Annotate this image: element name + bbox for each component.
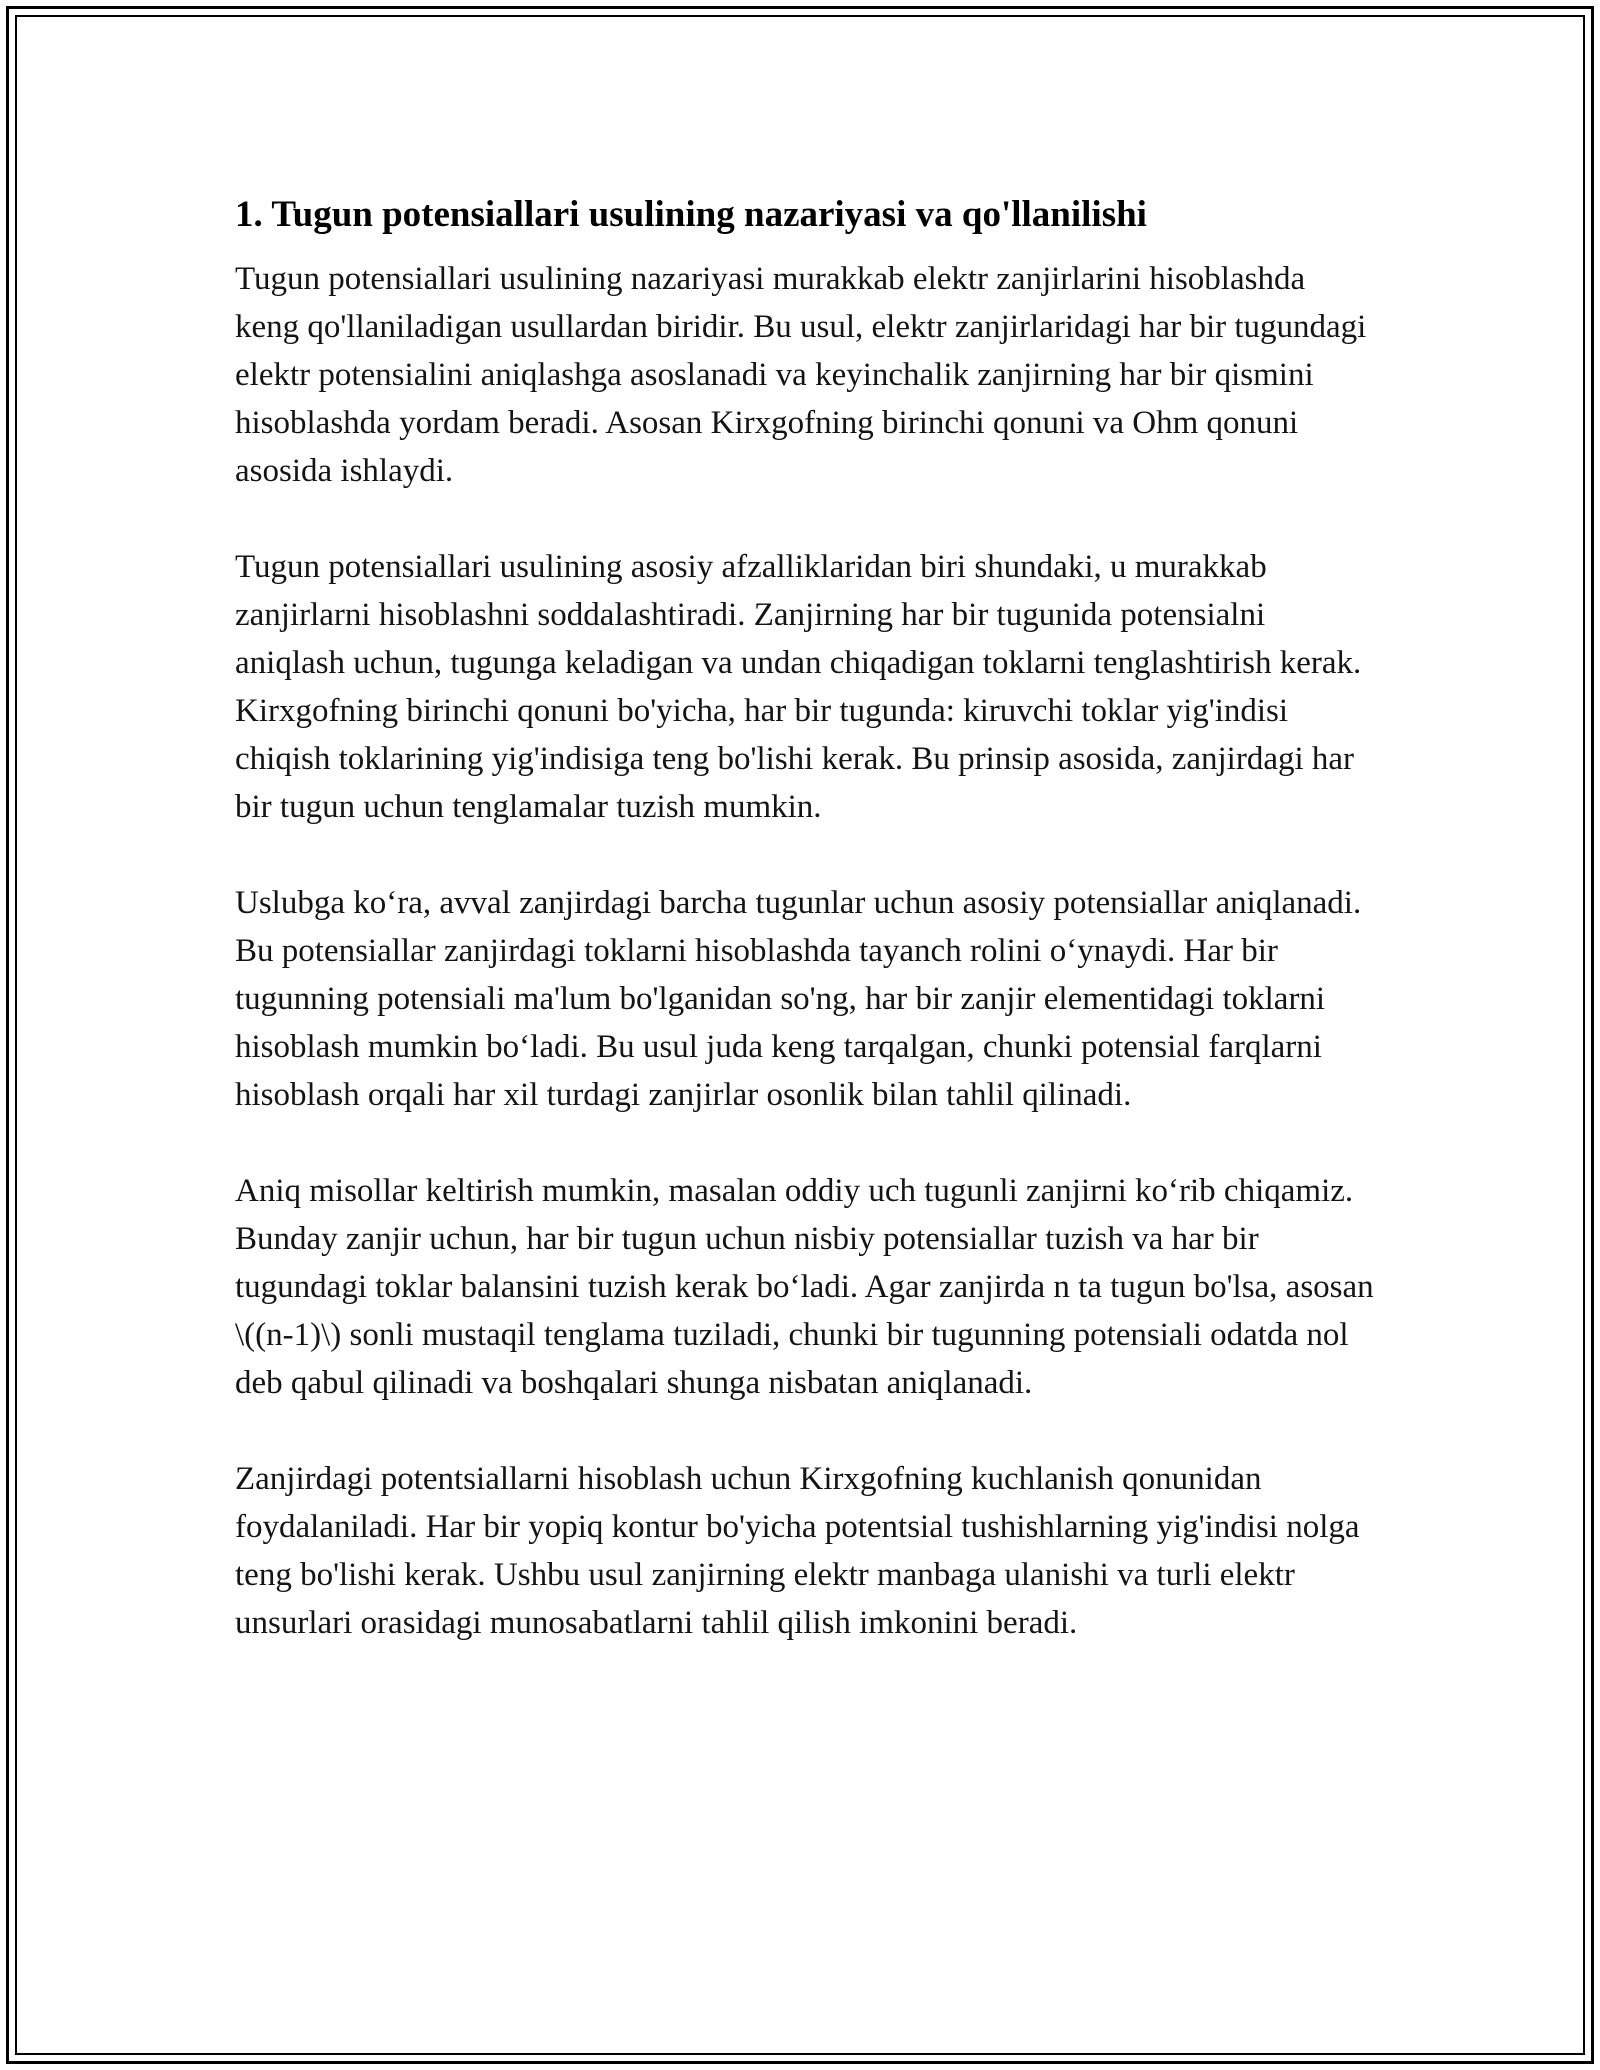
paragraph-5: Zanjirdagi potentsiallarni hisoblash uchun Kirxgofning kuchlanish qonunidan foydalaniladi. Har bir yopiq kontur bo'yicha potentsial tushishlarning yig'indisi nolga teng bo'lishi kerak. Ushbu usul zanjirning elektr manbaga ulanishi va turli elektr unsurlari orasidagi munosabatlarni tahlil qilish imkonini beradi.	[235, 1461, 1360, 1641]
paragraph-3: Uslubga ko‘ra, avval zanjirdagi barcha tugunlar uchun asosiy potensiallar aniqlanadi. Bu potensiallar zanjirdagi toklarni hisoblashda tayanch rolini o‘ynaydi. Har bir tugunning potensiali ma'lum bo'lganidan so'ng, har bir zanjir elementidagi toklarni hisoblash mumkin bo‘ladi. Bu usul juda keng tarqalgan, chunki potensial farqlarni hisoblash orqali har xil turdagi zanjirlar osonlik bilan tahlil qilinadi.	[235, 885, 1362, 1113]
paragraph-2: Tugun potensiallari usulining asosiy afzalliklaridan biri shundaki, u murakkab zanjirlarni hisoblashni soddalashtiradi. Zanjirning har bir tugunida potensialni aniqlash uchun, tugunga keladigan va undan chiqadigan toklarni tenglashtirish kerak. Kirxgofning birinchi qonuni bo'yicha, har bir tugunda: kiruvchi toklar yig'indisi chiqish toklarining yig'indisiga teng bo'lishi kerak. Bu prinsip asosida, zanjirdagi har bir tugun uchun tenglamalar tuzish mumkin.	[235, 549, 1362, 825]
document-body	[235, 185, 1375, 1695]
section-heading: 1. Tugun potensiallari usulining nazariyasi va qo'llanilishi	[235, 194, 1147, 235]
paragraph-1: Tugun potensiallari usulining nazariyasi murakkab elektr zanjirlarini hisoblashda keng qo'llaniladigan usullardan biridir. Bu usul, elektr zanjirlaridagi har bir tugundagi elektr potensialini aniqlashga asoslanadi va keyinchalik zanjirning har bir qismini hisoblashda yordam beradi. Asosan Kirxgofning birinchi qonuni va Ohm qonuni asosida ishlaydi.	[235, 261, 1367, 489]
paragraph-4: Aniq misollar keltirish mumkin, masalan oddiy uch tugunli zanjirni ko‘rib chiqamiz. Bunday zanjir uchun, har bir tugun uchun nisbiy potensiallar tuzish va har bir tugundagi toklar balansini tuzish kerak bo‘ladi. Agar zanjirda n ta tugun bo'lsa, asosan \((n-1)\) sonli mustaqil tenglama tuziladi, chunki bir tugunning potensiali odatda nol deb qabul qilinadi va boshqalari shunga nisbatan aniqlanadi.	[235, 1173, 1374, 1401]
